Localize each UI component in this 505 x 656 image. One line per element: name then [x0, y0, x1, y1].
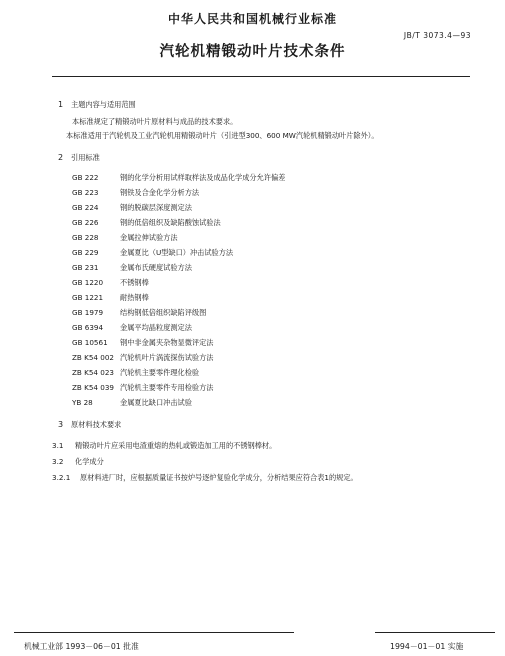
- header-rule: [52, 76, 470, 77]
- effective-date: 1994－01－01 实施: [390, 642, 464, 651]
- clause-3-1-number: 3.1: [52, 441, 64, 450]
- reference-code: GB 1221: [72, 293, 104, 302]
- clause-3-2-number: 3.2: [52, 457, 64, 466]
- section-1-para-2: 本标准适用于汽轮机及工业汽轮机用精锻动叶片（引进型300、600 MW汽轮机精锻动叶片除外）。: [66, 131, 379, 140]
- section-3-number: 3: [58, 420, 64, 429]
- section-1-number: 1: [58, 100, 64, 109]
- reference-code: ZB K54 002: [72, 353, 115, 362]
- reference-code: GB 1220: [72, 278, 104, 287]
- reference-title: 金属布氏硬度试验方法: [120, 263, 192, 272]
- reference-code: GB 10561: [72, 338, 108, 347]
- reference-code: GB 6394: [72, 323, 104, 332]
- reference-code: ZB K54 023: [72, 368, 115, 377]
- reference-title: 不锈钢棒: [120, 278, 149, 287]
- standard-number: JB/T 3073.4—93: [403, 31, 471, 40]
- reference-title: 汽轮机主要零件专用检验方法: [120, 383, 214, 392]
- reference-code: GB 223: [72, 188, 99, 197]
- standard-header: 中华人民共和国机械行业标准: [167, 12, 337, 26]
- section-3-heading: 原材料技术要求: [71, 420, 122, 429]
- reference-code: GB 222: [72, 173, 99, 182]
- reference-code: GB 228: [72, 233, 99, 242]
- reference-title: 钢中非金属夹杂物显微评定法: [120, 338, 214, 347]
- reference-title: 金属拉伸试验方法: [120, 233, 178, 242]
- clause-3-2-1-text: 原材料进厂时，应根据质量证书按炉号逐炉复验化学成分，分析结果应符合表1的规定。: [80, 473, 358, 482]
- reference-title: 钢的低倍组织及缺陷酸蚀试验法: [120, 218, 221, 227]
- reference-title: 金属夏比缺口冲击试验: [120, 398, 192, 407]
- section-2-number: 2: [58, 153, 64, 162]
- reference-title: 汽轮机叶片涡流探伤试验方法: [120, 353, 214, 362]
- reference-title: 耐热钢棒: [120, 293, 149, 302]
- reference-title: 汽轮机主要零件理化检验: [120, 368, 200, 377]
- section-1-heading: 主题内容与适用范围: [71, 100, 136, 109]
- reference-title: 金属平均晶粒度测定法: [120, 323, 192, 332]
- reference-title: 钢铁及合金化学分析方法: [120, 188, 200, 197]
- reference-code: GB 224: [72, 203, 99, 212]
- reference-code: GB 229: [72, 248, 99, 257]
- reference-title: 结构钢低倍组织缺陷评级图: [120, 308, 207, 317]
- reference-title: 钢的化学分析用试样取样法及成品化学成分允许偏差: [120, 173, 286, 182]
- reference-code: GB 226: [72, 218, 99, 227]
- clause-3-2-1-number: 3.2.1: [52, 473, 71, 482]
- document-title: 汽轮机精锻动叶片技术条件: [159, 44, 346, 60]
- reference-code: ZB K54 039: [72, 383, 115, 392]
- reference-code: GB 1979: [72, 308, 104, 317]
- section-1-para-1: 本标准规定了精锻动叶片原材料与成品的技术要求。: [72, 117, 238, 126]
- footer-rule-left: [14, 632, 294, 633]
- reference-title: 钢的脱碳层深度测定法: [120, 203, 192, 212]
- clause-3-1-text: 精锻动叶片应采用电渣重熔的热轧或锻造加工用的不锈钢棒材。: [75, 441, 277, 450]
- footer-rule-right: [375, 632, 495, 633]
- reference-code: GB 231: [72, 263, 99, 272]
- section-2-heading: 引用标准: [71, 153, 100, 162]
- approval-date: 机械工业部 1993－06－01 批准: [24, 642, 139, 651]
- clause-3-2-text: 化学成分: [75, 457, 104, 466]
- reference-title: 金属夏比（U型缺口）冲击试验方法: [120, 248, 234, 257]
- reference-code: YB 28: [72, 398, 93, 407]
